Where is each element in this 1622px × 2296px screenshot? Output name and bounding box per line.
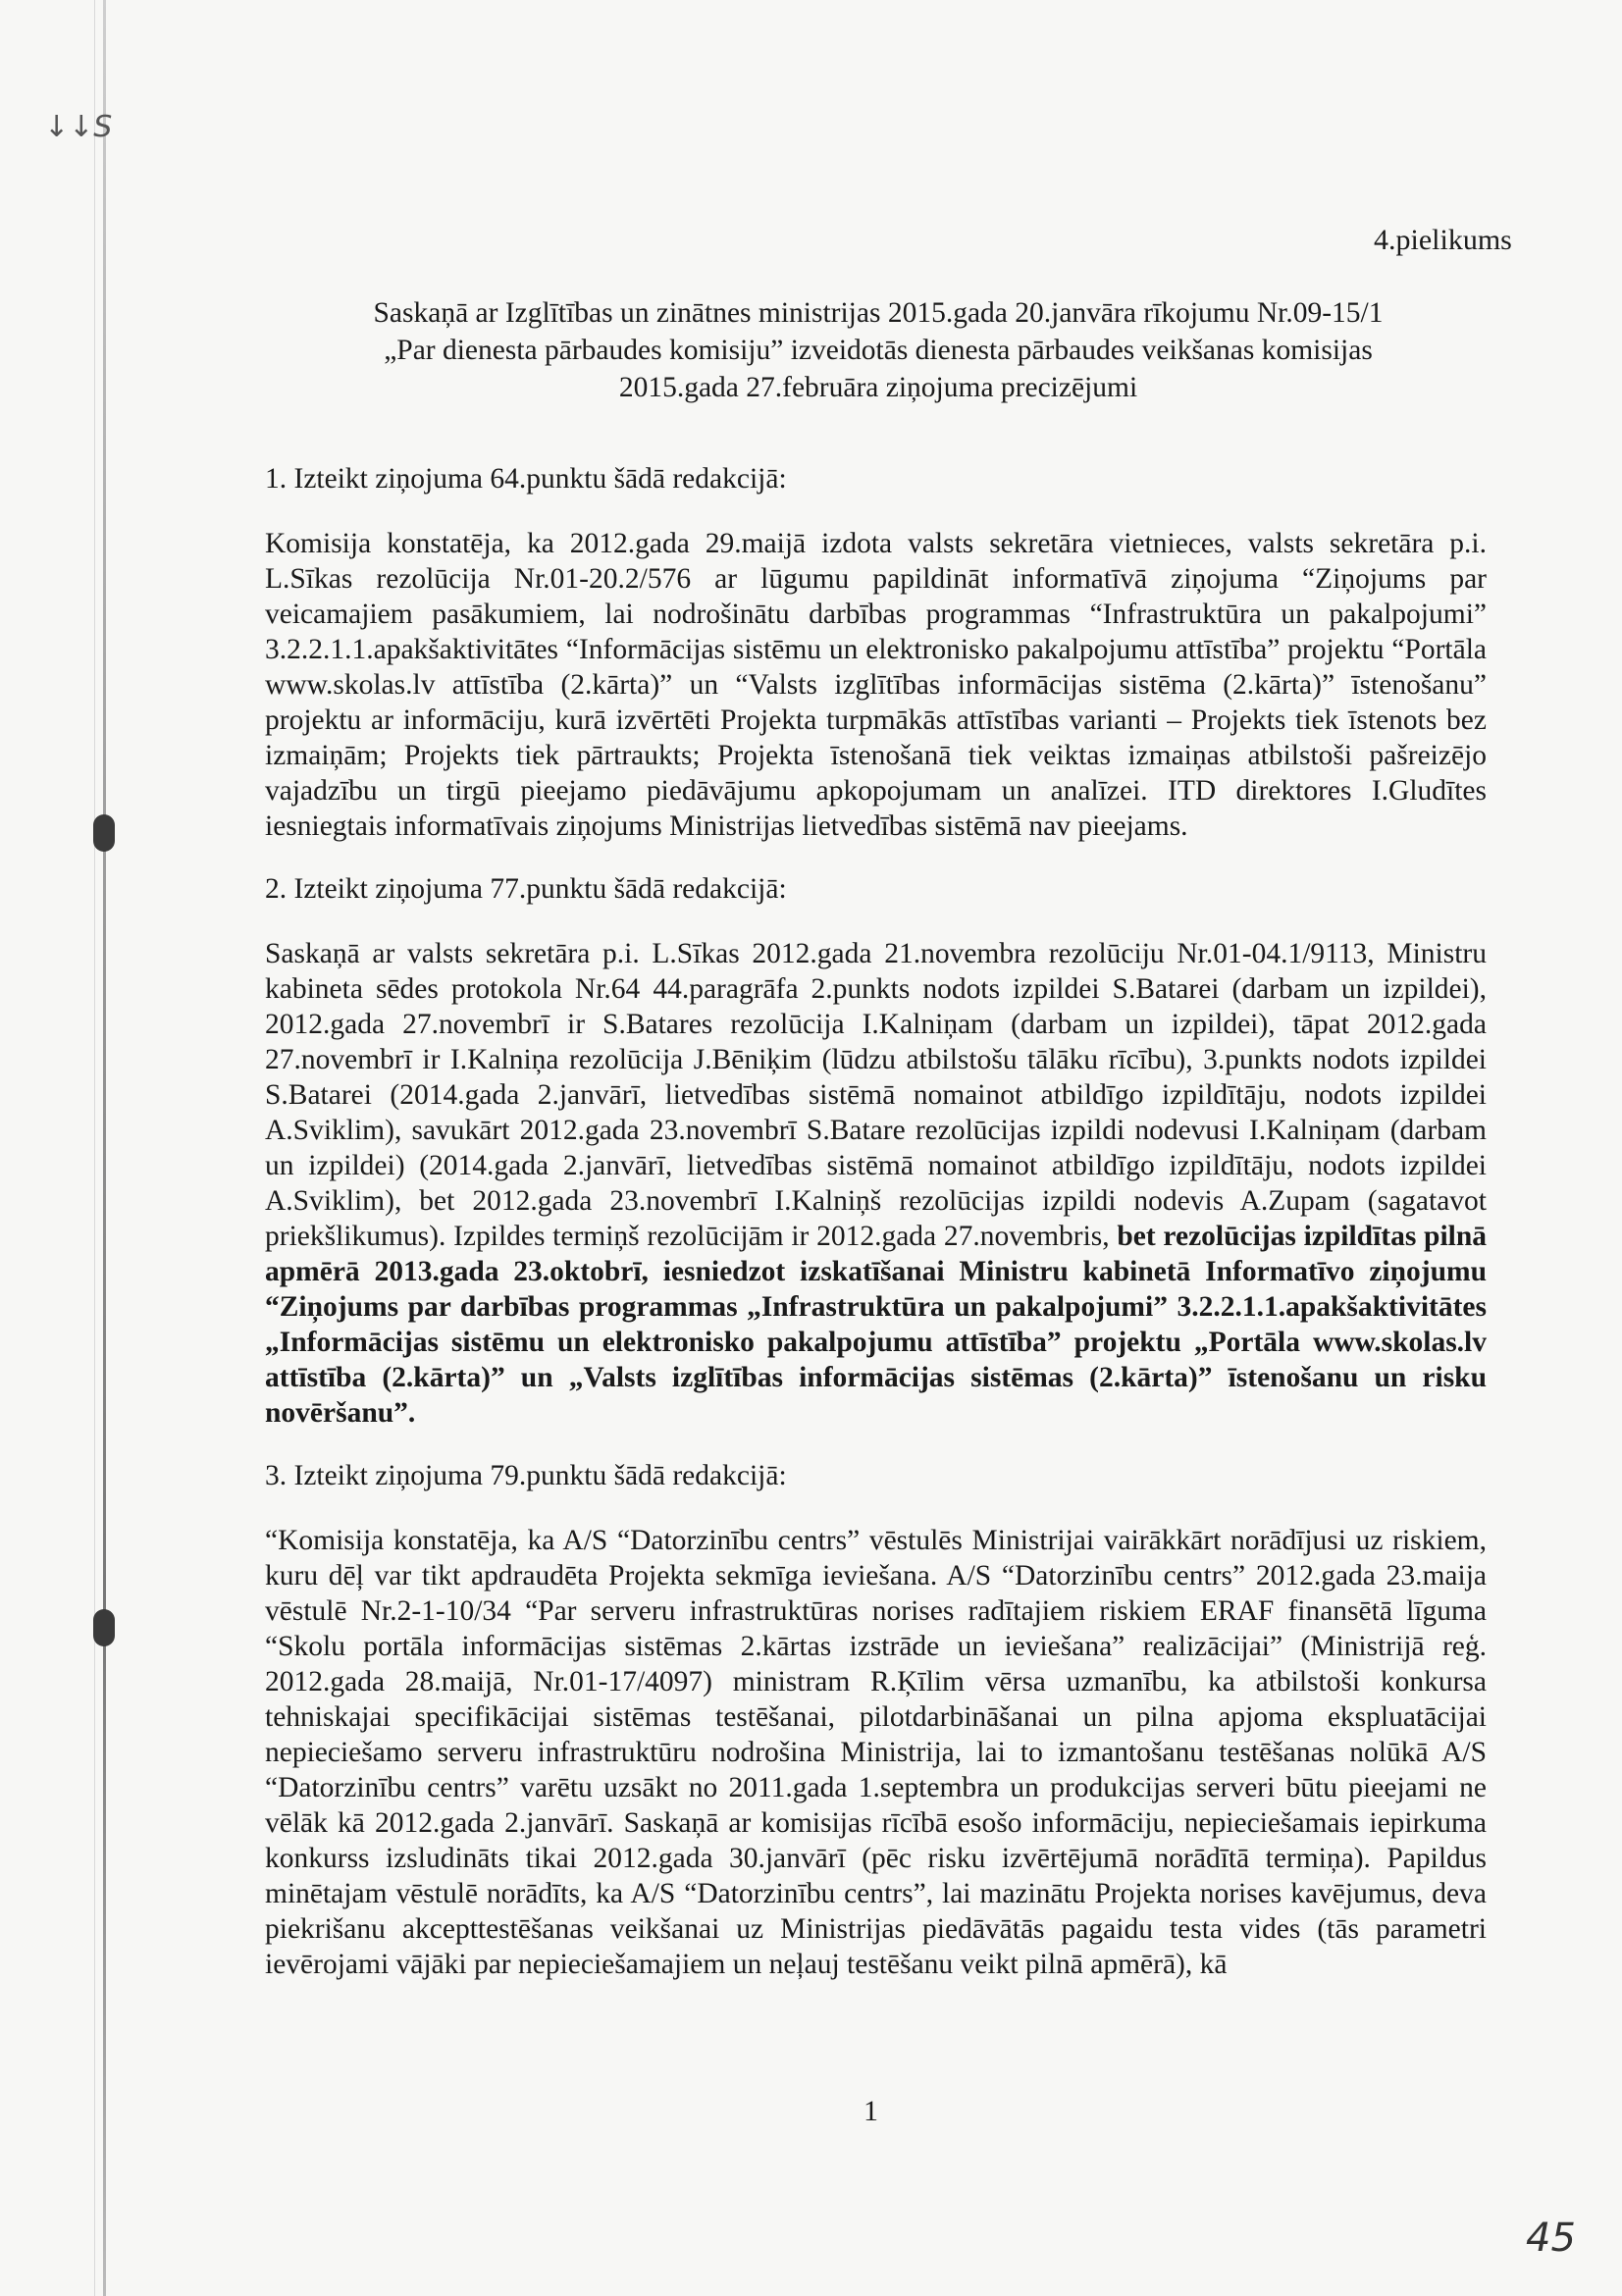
header-line: Saskaņā ar Izglītības un zinātnes ministrijas 2015.gada 20.janvāra rīkojumu Nr.09-15/1 <box>373 297 1384 329</box>
item-3-title: 3. Izteikt ziņojuma 79.punktu šādā redakcijā: <box>265 1460 787 1491</box>
document-header <box>294 294 1462 406</box>
item-2-text: Saskaņā ar valsts sekretāra p.i. L.Sīkas 2012.gada 21.novembra rezolūciju Nr.01-04.1/9113, Ministru kabineta sēdes protokola Nr.64 44.paragrāfa 2.punkts nodots izpildei S.Batarei (darbam un izpildei), 2012.gada 27.novembrī ir S.Batares rezolūcija I.Kalniņam (darbam un izpildei), tāpat 2012.gada 27.novembrī ir I.Kalniņa rezolūcija J.Bēniķim (lūdzu atbilstošu tālāku rīcību), 3.punkts nodots izpildei S.Batarei (2014.gada 2.janvārī, lietvedības sistēmā nomainot atbildīgo izpildītāju, nodots izpildei A.Sviklim), savukārt 2012.gada 23.novembrī S.Batare rezolūcijas izpildi nodevusi I.Kalniņam (darbam un izpildei) (2014.gada 2.janvārī, lietvedības sistēmā nomainot atbildīgo izpildītāju, nodots izpildei A.Sviklim), bet 2012.gada 23.novembrī I.Kalniņš rezolūcijas izpildi nodevis A.Zupam (sagatavot priekšlikumus). Izpildes termiņš rezolūcijām ir 2012.gada 27.novembris, <box>265 938 1487 1252</box>
handwritten-page-stamp: 45 <box>1526 2216 1576 2261</box>
appendix-label: 4.pielikums <box>1374 224 1512 256</box>
punch-hole <box>93 814 115 852</box>
item-1-title: 1. Izteikt ziņojuma 64.punktu šādā redakcijā: <box>265 463 787 495</box>
handwritten-margin-note: ↓↓S <box>44 110 113 144</box>
binding-line <box>103 0 106 2296</box>
item-2-paragraph <box>265 936 1487 1431</box>
item-1-paragraph: Komisija konstatēja, ka 2012.gada 29.maijā izdota valsts sekretāra vietnieces, valsts sekretāra p.i. L.Sīkas rezolūcija Nr.01-20.2/576 ar lūgumu papildināt informatīvā ziņojuma “Ziņojums par veicamajiem pasākumiem, lai nodrošinātu darbības programmas “Infrastruktūra un pakalpojumi” 3.2.2.1.1.apakšaktivitātes “Informācijas sistēmu un elektronisko pakalpojumu attīstība” projektu “Portāla www.skolas.lv attīstība (2.kārta)” un “Valsts izglītības informācijas sistēma (2.kārta)” īstenošanu” projektu ar informāciju, kurā izvērtēti Projekta turpmākās attīstības varianti – Projekts tiek īstenots bez izmaiņām; Projekts tiek pārtraukts; Projekta īstenošanā tiek veiktas izmaiņas atbilstoši pašreizējo vajadzību un tirgū pieejamo piedāvājumu apkopojumam un analīzei. ITD direktores I.Gludītes iesniegtais informatīvais ziņojums Ministrijas lietvedības sistēmā nav pieejams. <box>265 528 1487 842</box>
punch-hole <box>93 1609 115 1646</box>
item-2-title: 2. Izteikt ziņojuma 77.punktu šādā redakcijā: <box>265 873 787 905</box>
header-line: „Par dienesta pārbaudes komisiju” izveidotās dienesta pārbaudes veikšanas komisijas <box>384 335 1373 366</box>
header-line: 2015.gada 27.februāra ziņojuma precizējumi <box>618 372 1138 403</box>
scan-edge-line <box>94 0 95 2296</box>
page-number: 1 <box>863 2095 878 2127</box>
document-body <box>265 461 1487 2009</box>
item-3-paragraph: “Komisija konstatēja, ka A/S “Datorzinību centrs” vēstulēs Ministrijai vairākkārt norādījusi uz riskiem, kuru dēļ var tikt apdraudēta Projekta sekmīga ieviešana. A/S “Datorzinību centrs” 2012.gada 23.maija vēstulē Nr.2-1-10/34 “Par serveru infrastruktūras norises radītajiem riskiem ERAF finansētā līguma “Skolu portāla informācijas sistēmas 2.kārtas izstrāde un ieviešana” realizācijai” (Ministrijā reģ. 2012.gada 28.maijā, Nr.01-17/4097) ministram R.Ķīlim vērsa uzmanību, ka atbilstoši konkursa tehniskajai specifikācijai sistēmas testēšanai, pilotdarbināšanai un pilna apjoma ekspluatācijai nepieciešamo serveru infrastruktūru nodrošina Ministrija, lai to izmantošanu testēšanas nolūkā A/S “Datorzinību centrs” varētu uzsākt no 2011.gada 1.septembra un produkcijas serveri būtu pieejami ne vēlāk kā 2012.gada 2.janvārī. Saskaņā ar komisijas rīcībā esošo informāciju, nepieciešamais iepirkuma konkurss izsludināts tikai 2012.gada 30.janvārī (pēc risku izvērtējumā norādītā termiņa). Papildus minētajam vēstulē norādīts, ka A/S “Datorzinību centrs”, lai mazinātu Projekta norises kavējumus, deva piekrišanu akcepttestēšanas veikšanai uz Ministrijas piedāvātās pagaidu testa vides (tās parametri ievērojami vājāki par nepieciešamajiem un neļauj testēšanu veikt pilnā apmērā), kā <box>265 1525 1487 1980</box>
item-2-bold-text: bet rezolūcijas izpildītas pilnā apmērā 2013.gada 23.oktobrī, iesniedzot izskatīšanai Ministru kabinetā Informatīvo ziņojumu “Ziņojums par darbības programmas „Infrastruktūra un pakalpojumi” 3.2.2.1.1.apakšaktivitātes „Informācijas sistēmu un elektronisko pakalpojumu attīstība” projektu „Portāla www.skolas.lv attīstība (2.kārta)” un „Valsts izglītības informācijas sistēmas (2.kārta)” īstenošanu un risku novēršanu”. <box>265 1221 1487 1429</box>
